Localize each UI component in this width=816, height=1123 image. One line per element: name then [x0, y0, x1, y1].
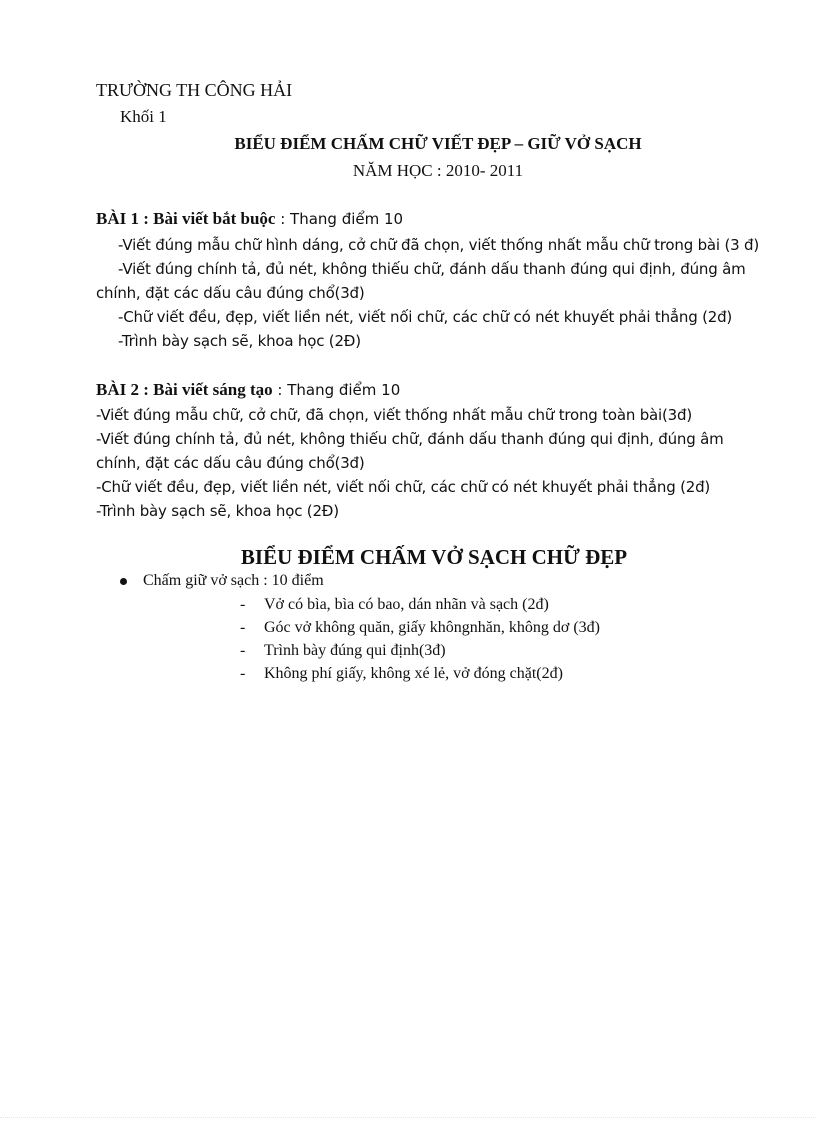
- document-title: BIỂU ĐIỂM CHẤM CHỮ VIẾT ĐẸP – GIỮ VỞ SẠCH: [234, 134, 642, 153]
- section2-item: -Chữ viết đều, đẹp, viết liền nét, viết nối chữ, các chữ có nét khuyết phải thẳng (2đ): [96, 478, 711, 496]
- section3-item: Trình bày đúng qui định(3đ): [264, 642, 446, 659]
- bullet-icon: [120, 578, 127, 585]
- school-year: NĂM HỌC : 2010- 2011: [352, 161, 524, 180]
- dash-icon: -: [240, 619, 246, 636]
- school-name: TRƯỜNG TH CÔNG HẢI: [96, 80, 293, 100]
- section2-item: -Viết đúng chính tả, đủ nét, không thiếu chữ, đánh dấu thanh đúng qui định, đúng âm: [96, 430, 724, 448]
- section1-item: -Viết đúng chính tả, đủ nét, không thiếu chữ, đánh dấu thanh đúng qui định, đúng âm: [118, 260, 746, 278]
- section1-scale: : Thang điểm 10: [275, 210, 404, 228]
- section1-item: chính, đặt các dấu câu đúng chổ(3đ): [96, 284, 365, 302]
- section1-title: [96, 208, 403, 230]
- section3-heading: BIỂU ĐIỂM CHẤM VỞ SẠCH CHỮ ĐẸP: [240, 545, 628, 569]
- grade-label: Khối 1: [120, 107, 167, 126]
- section1-item: -Chữ viết đều, đẹp, viết liền nét, viết nối chữ, các chữ có nét khuyết phải thẳng (2đ): [118, 308, 733, 326]
- section2-title: [96, 379, 400, 401]
- section2-item: chính, đặt các dấu câu đúng chổ(3đ): [96, 454, 365, 472]
- section1-item: -Trình bày sạch sẽ, khoa học (2Đ): [118, 332, 361, 350]
- dash-icon: -: [240, 642, 246, 659]
- section3-item: Vở có bìa, bìa có bao, dán nhãn và sạch (2đ): [264, 596, 549, 613]
- section2-scale: : Thang điểm 10: [272, 381, 401, 399]
- page-bottom-divider: [0, 1117, 816, 1118]
- section2-label: BÀI 2 : Bài viết sáng tạo: [96, 380, 273, 399]
- section2-item: -Viết đúng mẫu chữ, cở chữ, đã chọn, viết thống nhất mẫu chữ trong toàn bài(3đ): [96, 406, 692, 424]
- section3-bullet: Chấm giữ vở sạch : 10 điểm: [143, 572, 324, 589]
- section3-item: Không phí giấy, không xé lẻ, vở đóng chặt(2đ): [264, 665, 563, 682]
- dash-icon: -: [240, 665, 246, 682]
- section1-label: BÀI 1 : Bài viết bắt buộc: [96, 209, 276, 228]
- dash-icon: -: [240, 596, 246, 613]
- section2-item: -Trình bày sạch sẽ, khoa học (2Đ): [96, 502, 339, 520]
- section1-item: -Viết đúng mẫu chữ hình dáng, cở chữ đã chọn, viết thống nhất mẫu chữ trong bài (3 đ): [118, 236, 759, 254]
- section3-item: Góc vở không quăn, giấy khôngnhăn, không dơ (3đ): [264, 619, 600, 636]
